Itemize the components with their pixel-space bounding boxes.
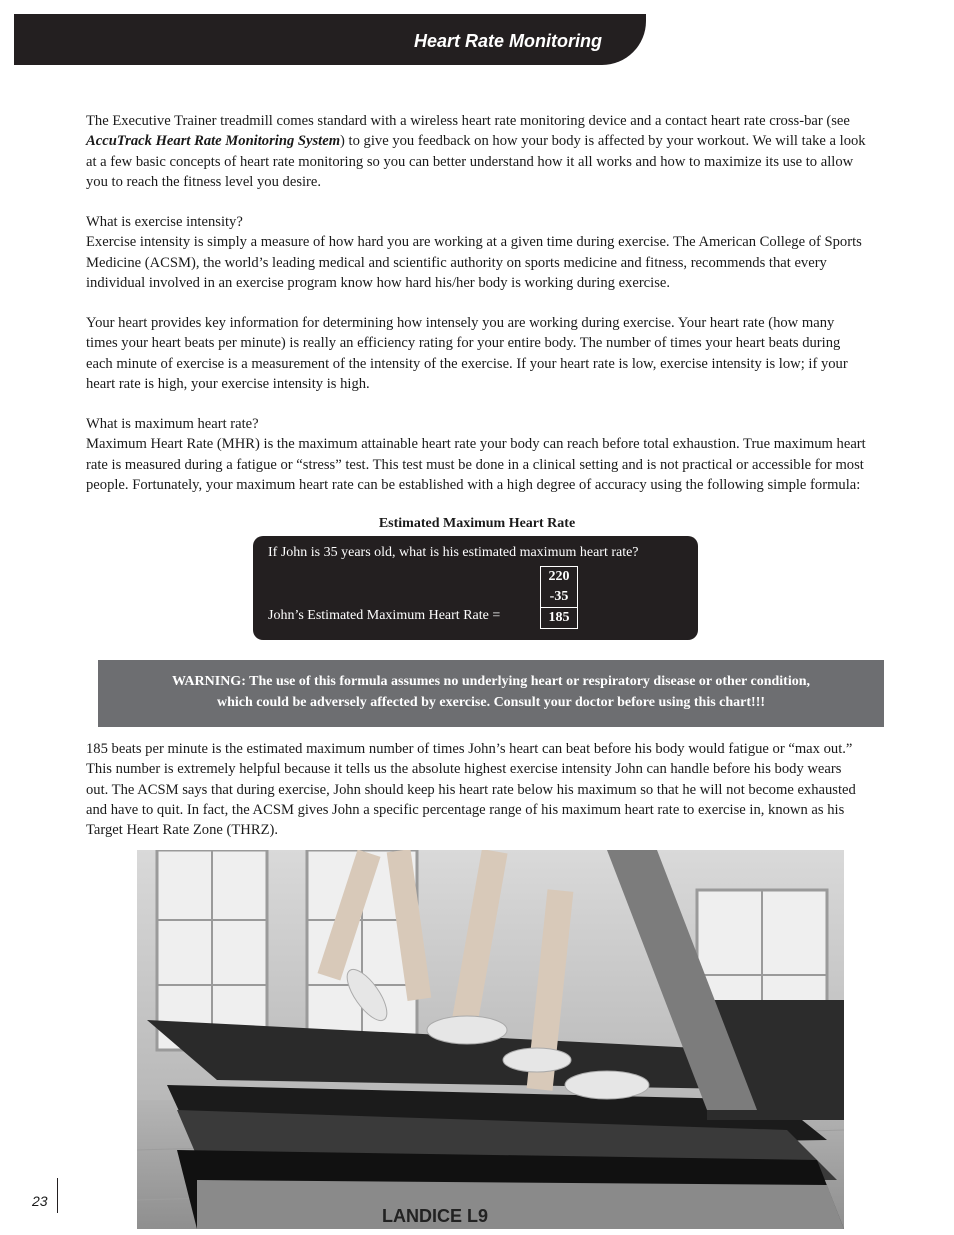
treadmill-illustration bbox=[137, 850, 844, 1229]
thrz-paragraph: 185 beats per minute is the estimated maximum number of times John’s heart can beat before his body would fatigue or “max out.” This number is extremely helpful because it tells us the absolute highest exercise intensity John can handle before his body wears out. The ACSM says that during exercise, John should keep his heart rate below his maximum so that he will not become exhausted and have to quit. In fact, the ACSM gives John a specific percentage range of his maximum heart rate to exercise in, known as his Target Heart Rate Zone (THRZ). bbox=[86, 741, 856, 839]
max-heart-rate-question: What is maximum heart rate? bbox=[86, 416, 259, 432]
formula-line-220: 220 bbox=[548, 569, 570, 584]
page-number-divider bbox=[57, 1178, 58, 1213]
section-title: Heart Rate Monitoring bbox=[413, 31, 602, 51]
treadmill-photo bbox=[137, 850, 844, 1229]
intro-text-start: The Executive Trainer treadmill comes standard with a wireless heart rate monitoring device and a contact heart rate cross-bar (see bbox=[86, 113, 850, 129]
page-number: 23 bbox=[32, 1193, 48, 1209]
exercise-intensity-question: What is exercise intensity? bbox=[86, 214, 243, 230]
max-heart-rate-section bbox=[86, 414, 866, 495]
formula-result-label: John’s Estimated Maximum Heart Rate = bbox=[268, 608, 501, 623]
formula-line-minus-35: -35 bbox=[549, 589, 569, 604]
warning-box bbox=[98, 660, 884, 727]
max-heart-rate-answer: Maximum Heart Rate (MHR) is the maximum attainable heart rate your body can reach before total exhaustion. True maximum heart rate is measured during a fatigue or “stress” test. This test must be done in a clinical setting and is not practical or accessible for most people. Fortunately, your maximum heart rate can be established with a high degree of accuracy using the following simple formula: bbox=[86, 436, 866, 493]
section-header-bar bbox=[14, 14, 646, 65]
heart-info-paragraph: Your heart provides key information for determining how intensely you are working during exercise. Your heart rate (how many times your heart beats per minute) is really an efficiency rating for your entire body. The number of times your heart beats during each minute of exercise is a measurement of the intensity of the exercise. If your heart rate is low, exercise intensity is low; if your heart rate is high, your exercise intensity is high. bbox=[86, 315, 848, 392]
intro-paragraph bbox=[86, 111, 866, 192]
warning-line-2: which could be adversely affected by exercise. Consult your doctor before using this chart!!! bbox=[216, 695, 766, 710]
exercise-intensity-answer: Exercise intensity is simply a measure of how hard you are working at a given time during exercise. The American College of Sports Medicine (ACSM), the world’s leading medical and scientific authority on sports medicine and fitness, recommends that every individual involved in an exercise program know how hard his/her body is working during exercise. bbox=[86, 234, 862, 291]
formula-title: Estimated Maximum Heart Rate bbox=[378, 516, 576, 531]
exercise-intensity-section bbox=[86, 212, 866, 293]
treadmill-brand-label: LANDICE L9 bbox=[382, 1206, 489, 1226]
warning-line-1: WARNING: The use of this formula assumes no underlying heart or respiratory disease or other condition, bbox=[171, 674, 811, 689]
formula-calculation bbox=[540, 566, 578, 629]
formula-question: If John is 35 years old, what is his estimated maximum heart rate? bbox=[268, 545, 639, 560]
intro-text-end: ) to give you feedback on how your body is affected by your workout. We will take a look at a few basic concepts of heart rate monitoring so you can better understand how it all works and how to maximize its use to allow you to reach the fitness level you desire. bbox=[86, 133, 866, 190]
accutrack-reference: AccuTrack Heart Rate Monitoring System bbox=[86, 133, 341, 150]
formula-result: 185 bbox=[541, 607, 577, 628]
formula-box bbox=[253, 536, 698, 640]
